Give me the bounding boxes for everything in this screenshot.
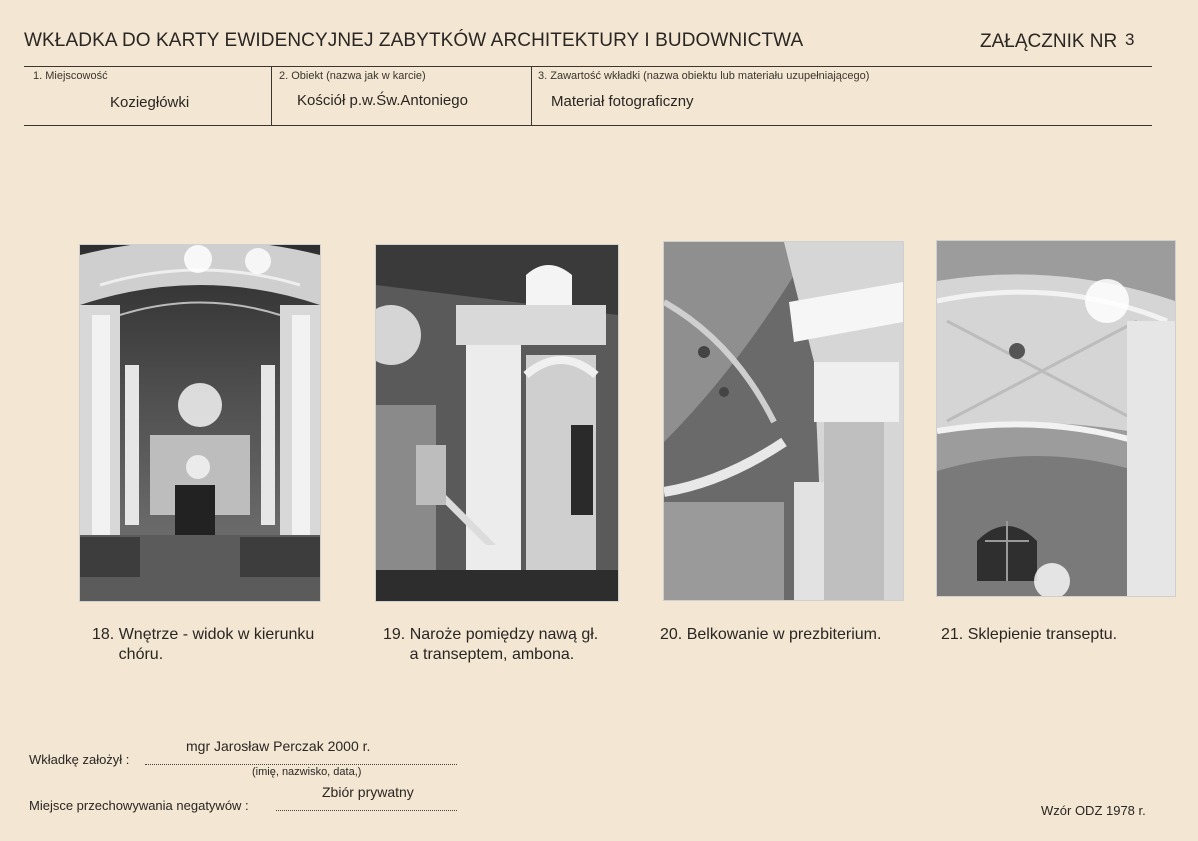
photo-caption-19: 19. Naroże pomiędzy nawą gł. a transeptem, ambona. <box>383 626 599 663</box>
field-label-content: 3. Zawartość wkładki (nazwa obiektu lub materiału uzupełniającego) <box>538 70 870 82</box>
field-value-object: Kościół p.w.Św.Antoniego <box>297 92 468 109</box>
author-label: Wkładkę założył : <box>29 752 130 767</box>
form-title: WKŁADKA DO KARTY EWIDENCYJNEJ ZABYTKÓW ARCHITEKTURY I BUDOWNICTWA <box>24 30 804 51</box>
author-dotted-line <box>145 764 457 765</box>
photo-caption-21: 21. Sklepienie transeptu. <box>941 626 1118 643</box>
photo-presbytery-entablature <box>663 241 904 601</box>
field-label-object: 2. Obiekt (nazwa jak w karcie) <box>279 70 426 82</box>
field-divider-2 <box>531 66 532 126</box>
storage-value: Zbiór prywatny <box>322 784 414 800</box>
author-hint: (imię, nazwisko, data,) <box>252 766 362 778</box>
storage-label: Miejsce przechowywania negatywów : <box>29 798 249 813</box>
photo-caption-18: 18. Wnętrze - widok w kierunku chóru. <box>92 626 315 663</box>
author-value: mgr Jarosław Perczak 2000 r. <box>186 738 371 754</box>
annex-number: 3 <box>1125 30 1135 49</box>
field-divider-1 <box>271 66 272 126</box>
photo-caption-20: 20. Belkowanie w prezbiterium. <box>660 626 882 643</box>
header-rule-bottom <box>24 125 1152 126</box>
photo-pulpit-corner <box>375 244 619 602</box>
header-rule-top <box>24 66 1152 67</box>
field-value-locality: Koziegłówki <box>110 94 190 111</box>
storage-dotted-line <box>276 810 457 811</box>
field-value-content: Materiał fotograficzny <box>551 93 694 110</box>
annex-label: ZAŁĄCZNIK NR <box>980 31 1118 52</box>
form-reference: Wzór ODZ 1978 r. <box>1041 803 1146 818</box>
field-label-locality: 1. Miejscowość <box>33 70 108 82</box>
photo-transept-vault <box>936 240 1176 597</box>
photo-nave-interior <box>79 244 321 602</box>
